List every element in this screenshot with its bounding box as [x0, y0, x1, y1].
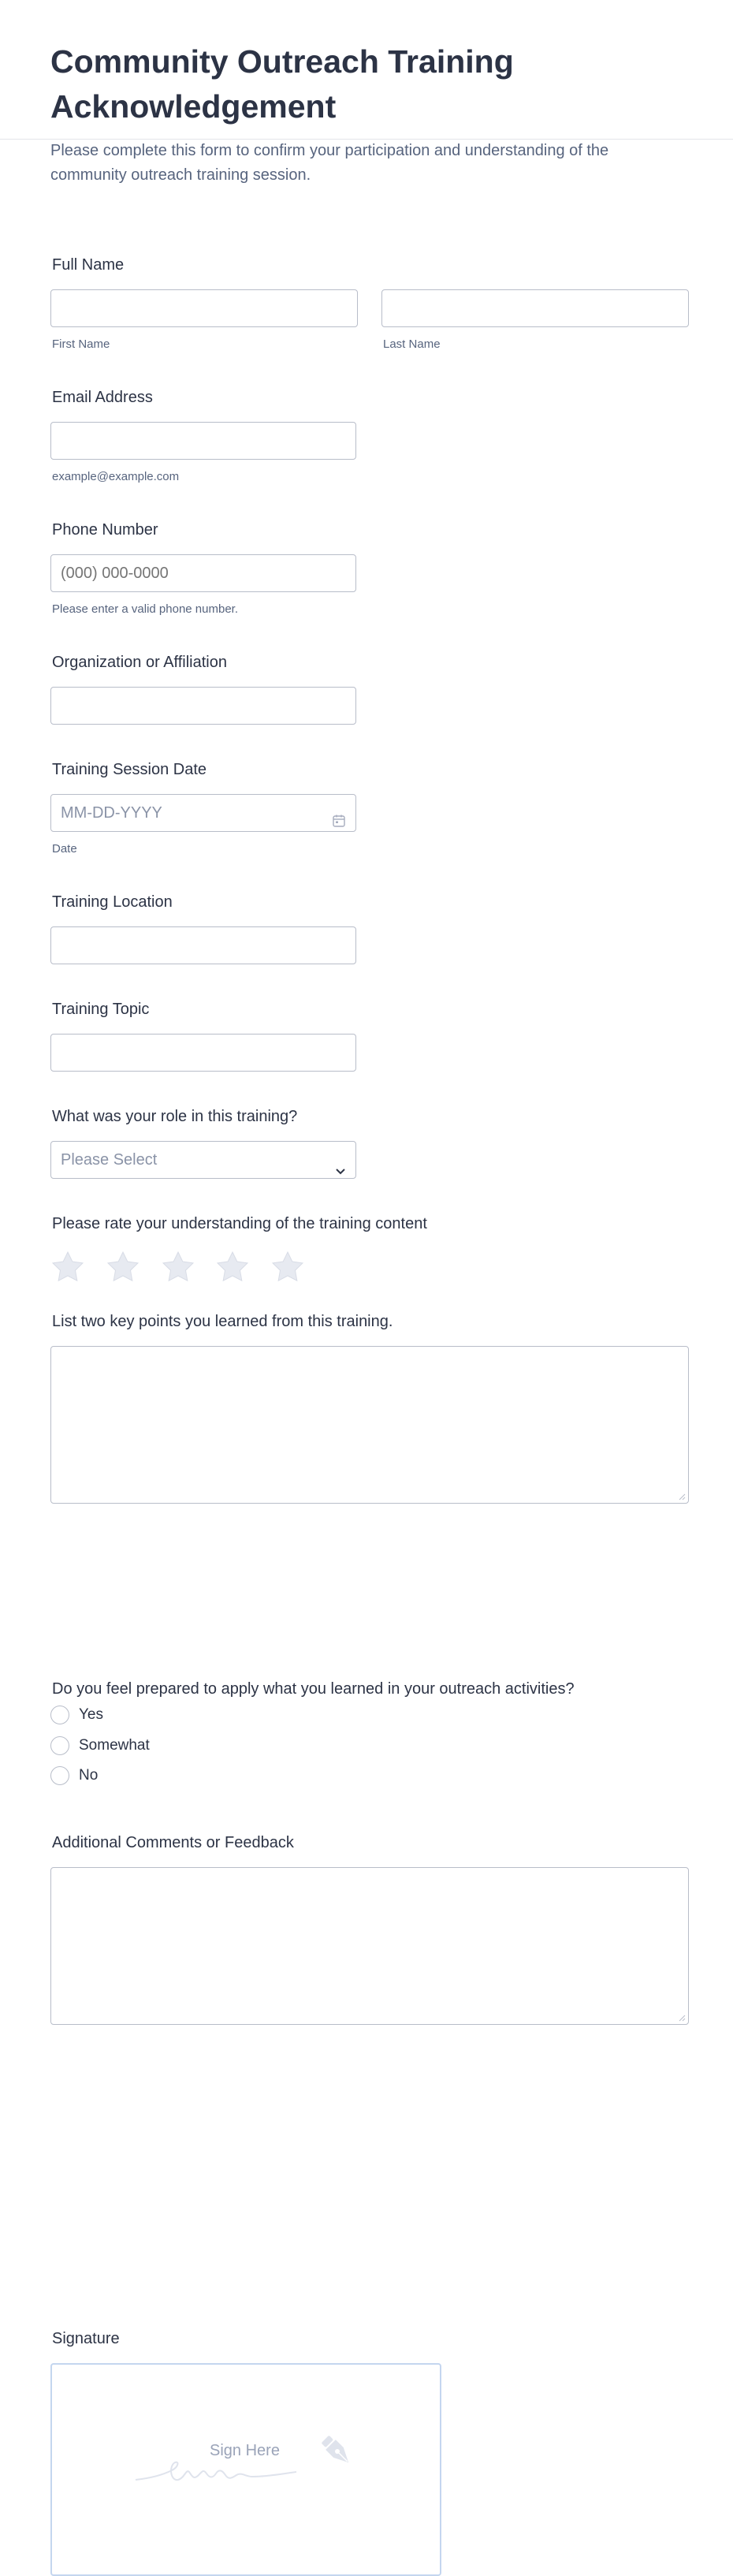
- first-name-input[interactable]: [50, 289, 358, 327]
- role-select[interactable]: [50, 1141, 356, 1179]
- radio-circle[interactable]: [50, 1766, 69, 1785]
- email-sublabel: example@example.com: [52, 470, 180, 483]
- last-name-sublabel: Last Name: [383, 337, 441, 351]
- comments-label: Additional Comments or Feedback: [52, 1834, 294, 1851]
- email-label: Email Address: [52, 389, 153, 406]
- first-name-sublabel: First Name: [52, 337, 110, 351]
- email-field: [50, 389, 689, 483]
- key-points-textarea[interactable]: [50, 1346, 689, 1504]
- role-field: [50, 1108, 689, 1169]
- form-description: Please complete this form to confirm your participation and understanding of the community outreach training session.: [50, 142, 609, 184]
- location-field: [50, 893, 689, 911]
- radio-circle[interactable]: [50, 1706, 69, 1724]
- comments-textarea[interactable]: [50, 1867, 689, 2025]
- signature-field: [50, 2330, 689, 2459]
- email-input[interactable]: [50, 422, 356, 460]
- chevron-down-icon: [335, 1154, 346, 1165]
- signature-pad[interactable]: [50, 2363, 441, 2576]
- role-label: What was your role in this training?: [52, 1108, 298, 1125]
- session-date-sublabel: Date: [52, 842, 77, 856]
- radio-circle[interactable]: [50, 1736, 69, 1755]
- location-label: Training Location: [52, 893, 173, 911]
- prepared-label: Do you feel prepared to apply what you learned in your outreach activities?: [52, 1680, 575, 1698]
- star-icon[interactable]: [50, 1250, 85, 1284]
- signature-scribble-icon: [134, 2444, 339, 2491]
- key-points-field: [50, 1313, 689, 1331]
- organization-label: Organization or Affiliation: [52, 654, 227, 671]
- star-icon[interactable]: [270, 1250, 305, 1284]
- organization-input[interactable]: [50, 687, 356, 725]
- topic-label: Training Topic: [52, 1001, 150, 1018]
- resize-handle-icon[interactable]: [678, 1493, 686, 1500]
- session-date-placeholder: MM-DD-YYYY: [61, 804, 162, 822]
- topic-field: [50, 1001, 689, 1019]
- radio-label: Somewhat: [79, 1737, 150, 1754]
- full-name-field: [50, 256, 689, 351]
- last-name-input[interactable]: [381, 289, 689, 327]
- session-date-label: Training Session Date: [52, 761, 207, 778]
- comments-field: [50, 1834, 689, 1852]
- star-icon[interactable]: [215, 1250, 250, 1284]
- organization-field: [50, 654, 689, 672]
- location-input[interactable]: [50, 926, 356, 964]
- calendar-icon[interactable]: [332, 805, 346, 819]
- radio-option-yes[interactable]: [50, 1704, 103, 1726]
- phone-field: [50, 521, 689, 616]
- role-selected-value: Please Select: [61, 1151, 158, 1169]
- resize-handle-icon[interactable]: [678, 2014, 686, 2022]
- topic-input[interactable]: [50, 1034, 356, 1072]
- rating-label: Please rate your understanding of the training content: [52, 1215, 427, 1232]
- rating-field: [50, 1215, 689, 1233]
- radio-option-no[interactable]: [50, 1765, 98, 1787]
- session-date-field: [50, 761, 689, 856]
- full-name-label: Full Name: [52, 256, 125, 274]
- form-title: Community Outreach Training Acknowledgement: [50, 43, 514, 125]
- session-date-input[interactable]: [50, 794, 356, 832]
- radio-option-somewhat[interactable]: [50, 1735, 150, 1757]
- signature-label: Signature: [52, 2330, 120, 2347]
- radio-label: Yes: [79, 1706, 103, 1723]
- star-rating: [50, 1250, 366, 1284]
- signature-placeholder: Sign Here: [210, 2442, 280, 2459]
- star-icon[interactable]: [106, 1250, 140, 1284]
- phone-input[interactable]: [50, 554, 356, 592]
- form-header: [0, 0, 733, 184]
- radio-label: No: [79, 1767, 99, 1784]
- phone-label: Phone Number: [52, 521, 158, 539]
- star-icon[interactable]: [161, 1250, 195, 1284]
- pen-nib-icon: [318, 2432, 356, 2470]
- key-points-label: List two key points you learned from this training.: [52, 1313, 393, 1330]
- prepared-field: [50, 1680, 689, 1784]
- phone-sublabel: Please enter a valid phone number.: [52, 602, 238, 616]
